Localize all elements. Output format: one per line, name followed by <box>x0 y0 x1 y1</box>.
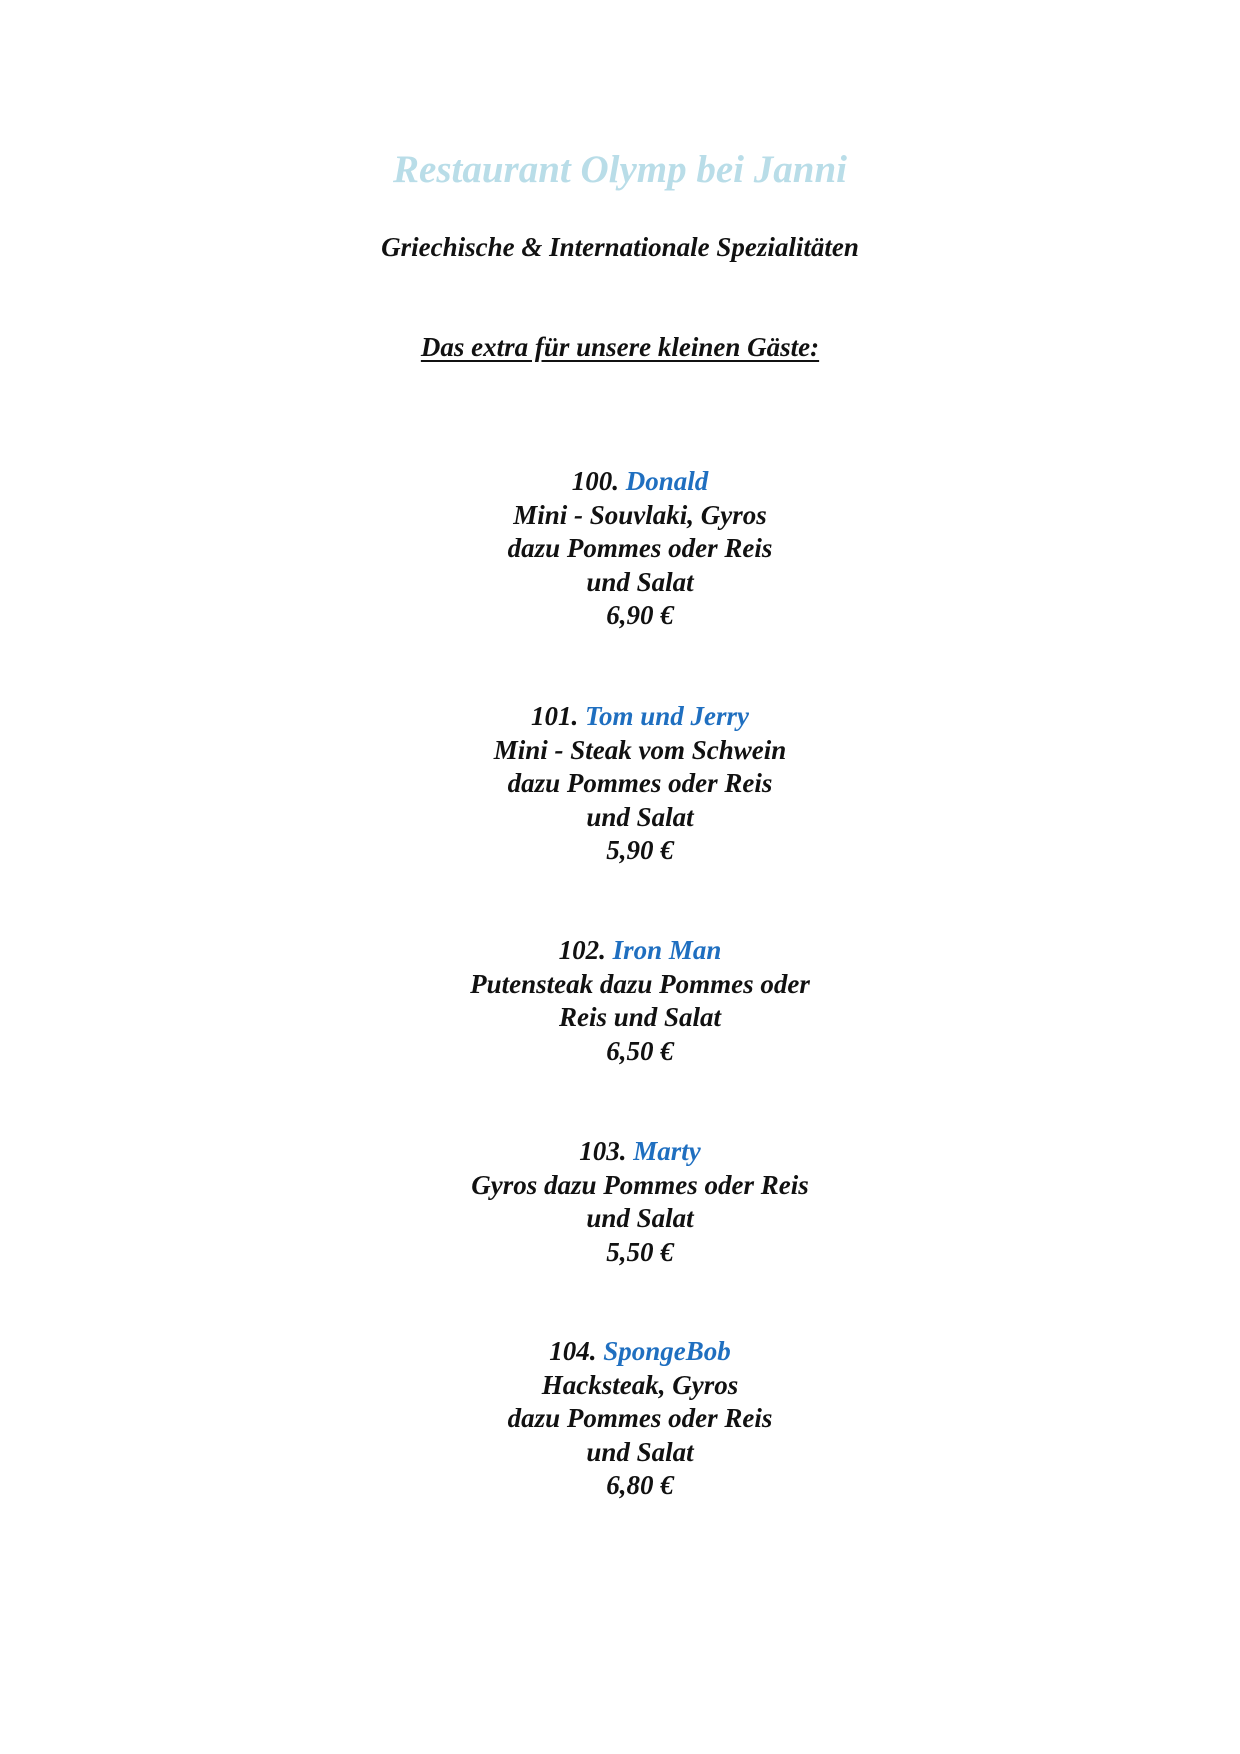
menu-item-description-line: Mini - Steak vom Schwein <box>493 734 787 765</box>
menu-item-100 <box>340 465 940 633</box>
menu-item-description-line: Gyros dazu Pommes oder Reis <box>471 1169 809 1200</box>
kids-menu-heading: Das extra für unsere kleinen Gäste: <box>420 332 820 362</box>
menu-item-number: 102. <box>558 935 606 965</box>
menu-item-title <box>340 465 940 499</box>
menu-item-103 <box>340 1135 940 1269</box>
menu-item-number: 100. <box>571 466 619 496</box>
menu-item-description-line: Reis und Salat <box>558 1002 722 1032</box>
menu-item-description-line: und Salat <box>586 566 694 597</box>
menu-item-number: 104. <box>549 1336 597 1366</box>
restaurant-subtitle: Griechische & Internationale Spezialitäten <box>381 232 859 262</box>
menu-item-price: 6,50 € <box>606 1035 674 1066</box>
menu-item-title <box>340 934 940 968</box>
menu-item-description-line: dazu Pommes oder Reis <box>507 1403 773 1433</box>
menu-item-description-line: dazu Pommes oder Reis <box>507 768 773 798</box>
menu-item-price: 6,90 € <box>606 600 674 630</box>
menu-item-title <box>340 1135 940 1169</box>
restaurant-title: Restaurant Olymp bei Janni <box>393 148 847 191</box>
menu-item-description-line: Putensteak dazu Pommes oder <box>470 968 810 999</box>
menu-item-title <box>340 1335 940 1369</box>
menu-item-101 <box>340 700 940 868</box>
menu-item-price: 5,50 € <box>606 1236 674 1267</box>
menu-item-name: Donald <box>625 466 709 496</box>
menu-item-description-line: und Salat <box>586 801 694 832</box>
menu-item-price: 6,80 € <box>606 1470 674 1500</box>
menu-item-number: 101. <box>530 701 579 731</box>
menu-item-102 <box>340 934 940 1068</box>
menu-item-description-line: und Salat <box>586 1203 694 1233</box>
menu-item-name: Iron Man <box>612 935 722 965</box>
menu-item-description-line: dazu Pommes oder Reis <box>507 533 773 563</box>
menu-item-price: 5,90 € <box>606 835 674 865</box>
menu-item-104 <box>340 1335 940 1503</box>
menu-item-description-line: Hacksteak, Gyros <box>541 1369 739 1400</box>
menu-item-name: Tom und Jerry <box>584 701 750 731</box>
menu-item-name: SpongeBob <box>603 1336 731 1366</box>
menu-item-title <box>340 700 940 734</box>
menu-item-number: 103. <box>579 1136 627 1166</box>
menu-item-description-line: Mini - Souvlaki, Gyros <box>513 499 767 530</box>
menu-item-description-line: und Salat <box>586 1436 694 1467</box>
menu-item-name: Marty <box>633 1136 701 1166</box>
